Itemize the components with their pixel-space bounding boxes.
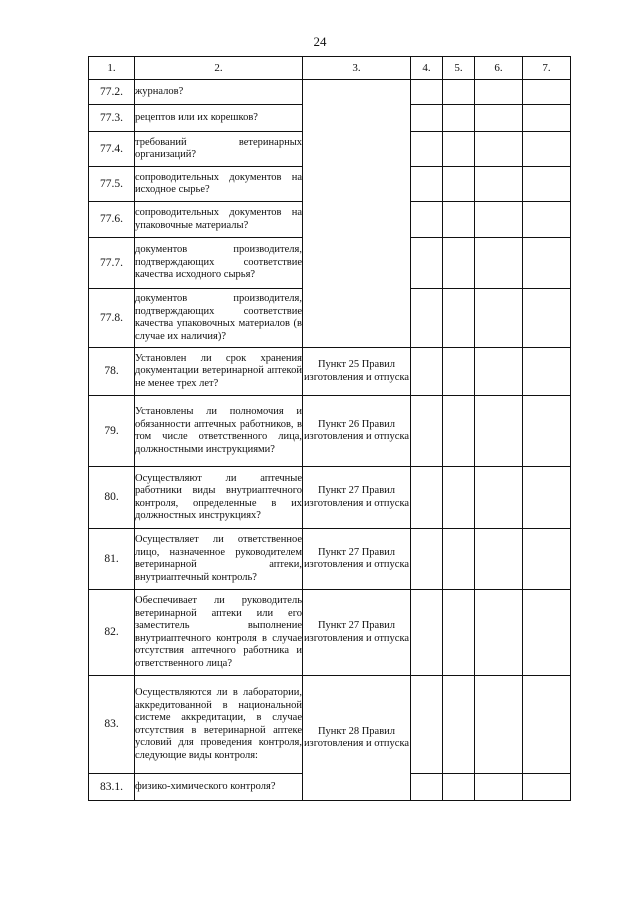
answer-cell[interactable] [443,396,475,467]
table-row [89,529,571,590]
item-reference [303,80,411,348]
item-question: рецептов или их корешков? [135,105,303,132]
item-number: 77.2. [89,80,135,105]
column-header: 6. [475,57,523,80]
checklist-table [88,56,571,801]
answer-cell[interactable] [523,105,571,132]
answer-cell[interactable] [523,238,571,289]
answer-cell[interactable] [475,238,523,289]
item-reference: Пункт 27 Правил изготовления и отпуска [303,590,411,676]
item-number: 77.8. [89,289,135,348]
answer-cell[interactable] [523,396,571,467]
item-reference: Пункт 26 Правил изготовления и отпуска [303,396,411,467]
item-number: 83.1. [89,774,135,801]
answer-cell[interactable] [475,774,523,801]
table-row [89,467,571,529]
column-header: 2. [135,57,303,80]
answer-cell[interactable] [411,676,443,774]
answer-cell[interactable] [523,590,571,676]
item-reference: Пункт 27 Правил изготовления и отпуска [303,467,411,529]
item-question: Установлен ли срок хранения документации ветеринарной аптекой не менее трех лет? [135,348,303,396]
item-number: 80. [89,467,135,529]
answer-cell[interactable] [475,80,523,105]
item-reference: Пункт 28 Правил изготовления и отпуска [303,676,411,801]
answer-cell[interactable] [475,590,523,676]
item-number: 79. [89,396,135,467]
answer-cell[interactable] [475,676,523,774]
answer-cell[interactable] [475,348,523,396]
answer-cell[interactable] [523,202,571,238]
item-question: Обеспечивает ли руководитель ветеринарной аптеки или его заместитель выполнение внутриаптечного контроля в случае отсутствия аптечного работника и ответственного лица? [135,590,303,676]
item-number: 77.5. [89,167,135,202]
item-question: Осуществляются ли в лаборатории, аккредитованной в национальной системе аккредитации, в случае отсутствия в ветеринарной аптеке условий для проведения контроля, следующие виды контроля: [135,676,303,774]
item-reference: Пункт 25 Правил изготовления и отпуска [303,348,411,396]
answer-cell[interactable] [443,167,475,202]
column-header: 7. [523,57,571,80]
answer-cell[interactable] [523,676,571,774]
answer-cell[interactable] [411,348,443,396]
answer-cell[interactable] [443,105,475,132]
answer-cell[interactable] [475,289,523,348]
answer-cell[interactable] [475,202,523,238]
answer-cell[interactable] [475,467,523,529]
answer-cell[interactable] [411,105,443,132]
answer-cell[interactable] [411,529,443,590]
answer-cell[interactable] [523,467,571,529]
answer-cell[interactable] [411,132,443,167]
item-question: сопроводительных документов на исходное сырье? [135,167,303,202]
item-number: 81. [89,529,135,590]
answer-cell[interactable] [523,348,571,396]
table-row [89,348,571,396]
answer-cell[interactable] [523,774,571,801]
answer-cell[interactable] [443,289,475,348]
item-number: 77.7. [89,238,135,289]
column-header: 1. [89,57,135,80]
answer-cell[interactable] [411,467,443,529]
answer-cell[interactable] [523,132,571,167]
answer-cell[interactable] [411,289,443,348]
answer-cell[interactable] [443,774,475,801]
table-row [89,590,571,676]
answer-cell[interactable] [443,238,475,289]
answer-cell[interactable] [411,167,443,202]
column-header: 4. [411,57,443,80]
item-number: 83. [89,676,135,774]
item-question: документов производителя, подтверждающих соответствие качества упаковочных материалов (в случае их наличия)? [135,289,303,348]
answer-cell[interactable] [523,529,571,590]
answer-cell[interactable] [411,202,443,238]
answer-cell[interactable] [475,396,523,467]
answer-cell[interactable] [443,676,475,774]
answer-cell[interactable] [411,396,443,467]
answer-cell[interactable] [475,167,523,202]
answer-cell[interactable] [475,132,523,167]
answer-cell[interactable] [411,238,443,289]
table-row [89,396,571,467]
answer-cell[interactable] [475,529,523,590]
table-row [89,80,571,105]
item-question: документов производителя, подтверждающих соответствие качества исходного сырья? [135,238,303,289]
table-row [89,676,571,774]
answer-cell[interactable] [523,80,571,105]
answer-cell[interactable] [443,529,475,590]
answer-cell[interactable] [443,132,475,167]
answer-cell[interactable] [411,590,443,676]
column-header: 5. [443,57,475,80]
answer-cell[interactable] [443,467,475,529]
item-question: Установлены ли полномочия и обязанности аптечных работников, в том числе ответственного лица, должностными инструкциями? [135,396,303,467]
item-number: 77.6. [89,202,135,238]
answer-cell[interactable] [443,590,475,676]
item-question: сопроводительных документов на упаковочные материалы? [135,202,303,238]
answer-cell[interactable] [475,105,523,132]
page-number: 24 [313,34,327,49]
answer-cell[interactable] [443,348,475,396]
item-number: 82. [89,590,135,676]
answer-cell[interactable] [411,774,443,801]
answer-cell[interactable] [523,289,571,348]
item-reference: Пункт 27 Правил изготовления и отпуска [303,529,411,590]
answer-cell[interactable] [443,202,475,238]
answer-cell[interactable] [523,167,571,202]
item-number: 78. [89,348,135,396]
answer-cell[interactable] [411,80,443,105]
item-question: Осуществляет ли ответственное лицо, назначенное руководителем ветеринарной аптеки, внутриаптечный контроль? [135,529,303,590]
item-number: 77.3. [89,105,135,132]
item-question: требований ветеринарных организаций? [135,132,303,167]
table-header-row [89,57,571,80]
column-header: 3. [303,57,411,80]
item-question: журналов? [135,80,303,105]
answer-cell[interactable] [443,80,475,105]
item-question: физико-химического контроля? [135,774,303,801]
item-question: Осуществляют ли аптечные работники виды внутриаптечного контроля, определенные в их должностных инструкциях? [135,467,303,529]
item-number: 77.4. [89,132,135,167]
